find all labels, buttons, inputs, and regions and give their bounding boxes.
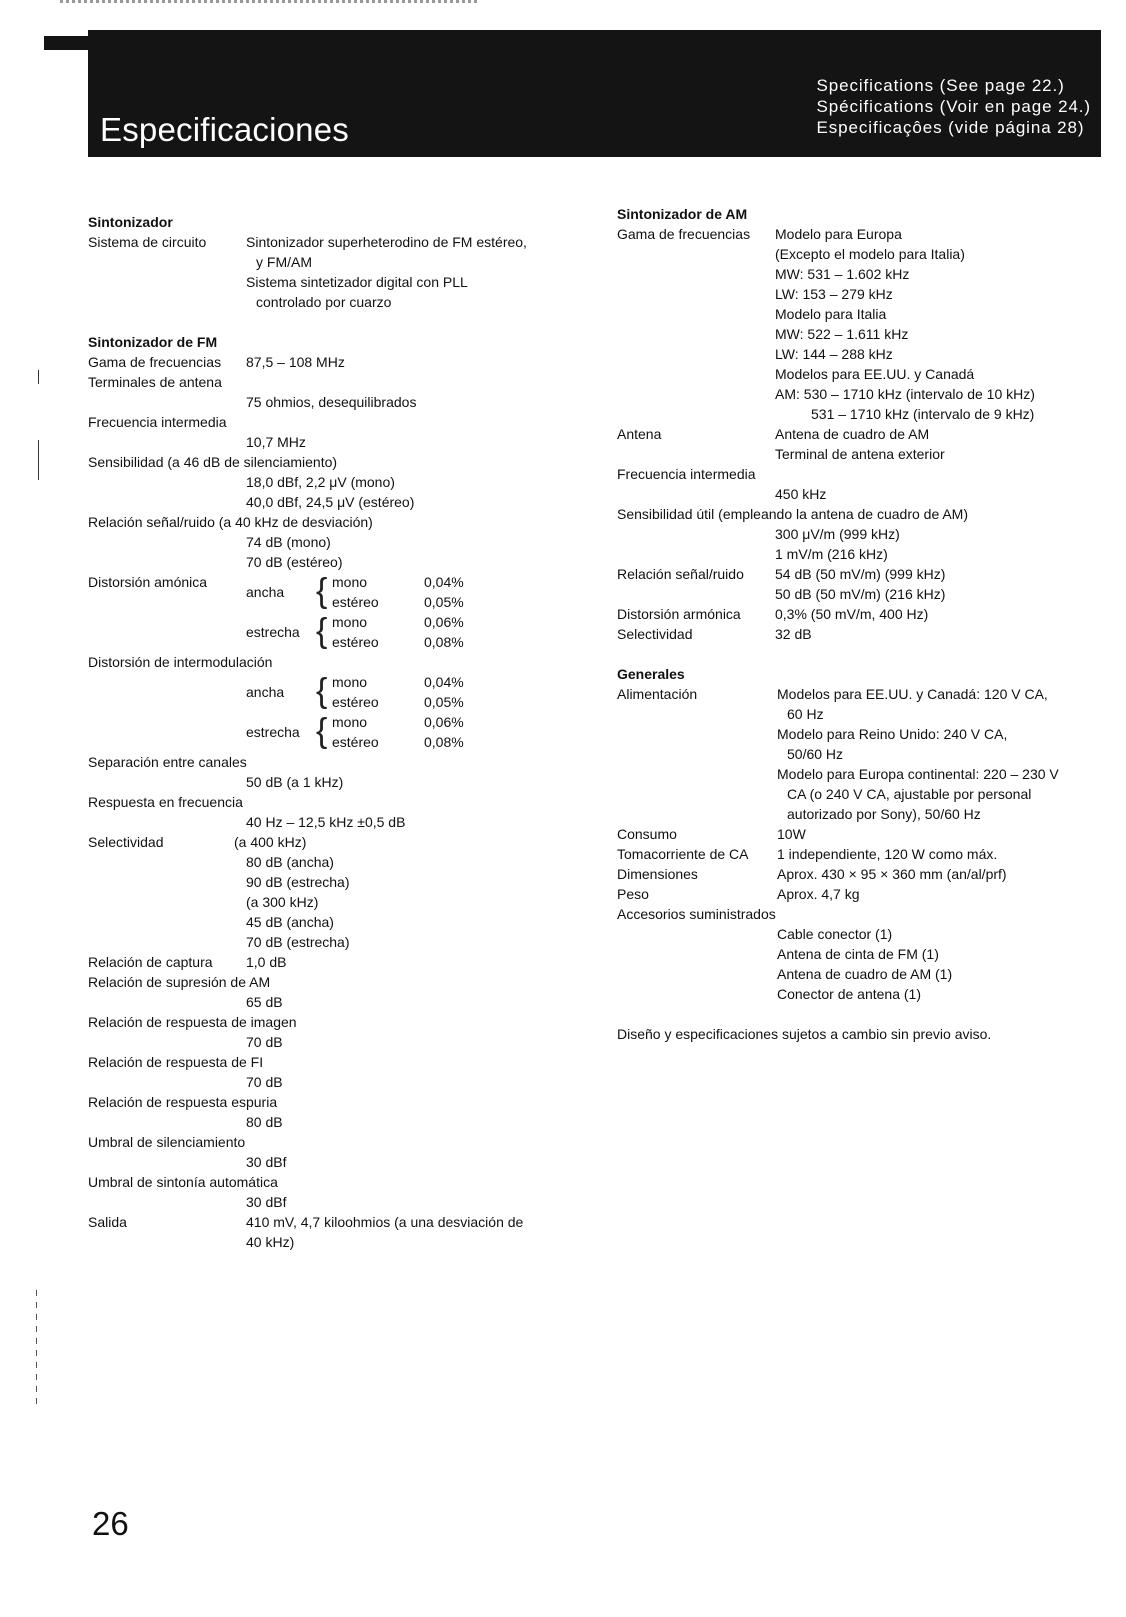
spec-value: 10,7 MHz bbox=[246, 434, 306, 450]
spec-line: Antena de cuadro de AM bbox=[775, 426, 930, 442]
spec-row-am-sel bbox=[617, 624, 1107, 644]
spec-label: Selectividad bbox=[617, 626, 693, 642]
spec-label: Relación de captura bbox=[88, 954, 213, 970]
spec-row-dimensions bbox=[617, 864, 1107, 884]
left-column bbox=[88, 212, 588, 1252]
spec-label: Antena bbox=[617, 426, 662, 442]
mode-label: estéreo bbox=[332, 634, 379, 650]
spec-value: Antena de cuadro de AM (1) bbox=[777, 966, 953, 982]
ref-english: Specifications (See page 22.) bbox=[816, 76, 1065, 95]
variant-label: ancha bbox=[246, 684, 285, 700]
spec-line: 80 dB (ancha) bbox=[246, 854, 334, 870]
spec-label: Sensibilidad (a 46 dB de silenciamiento) bbox=[88, 454, 338, 470]
spec-value: Cable conector (1) bbox=[777, 926, 893, 942]
spec-line: 60 Hz bbox=[787, 706, 824, 722]
variant-label: estrecha bbox=[246, 624, 300, 640]
spec-value: 0,04% bbox=[424, 674, 464, 690]
spec-value: 70 dB bbox=[246, 1074, 283, 1090]
spec-value bbox=[246, 232, 588, 312]
spec-line: Modelos para EE.UU. y Canadá bbox=[775, 366, 975, 382]
spec-value: 1 mV/m (216 kHz) bbox=[775, 546, 888, 562]
spec-row-am-freq bbox=[617, 224, 1107, 424]
spec-label: Relación de respuesta espuria bbox=[88, 1094, 278, 1110]
ref-french: Spécifications (Voir en page 24.) bbox=[816, 97, 1091, 116]
scan-mark bbox=[38, 370, 39, 384]
spec-value: 30 dBf bbox=[246, 1154, 287, 1170]
spec-value: 50 dB (a 1 kHz) bbox=[246, 774, 344, 790]
spec-line: (Excepto el modelo para Italia) bbox=[775, 246, 965, 262]
spec-line: 50/60 Hz bbox=[787, 746, 844, 762]
spec-label: Relación de respuesta de FI bbox=[88, 1054, 264, 1070]
spec-label: Relación de respuesta de imagen bbox=[88, 1014, 297, 1030]
spec-value: 80 dB bbox=[246, 1114, 283, 1130]
spec-value: 10W bbox=[777, 826, 806, 842]
spec-row-capture bbox=[88, 952, 588, 972]
spec-line: autorizado por Sony), 50/60 Hz bbox=[787, 806, 981, 822]
spec-label: Alimentación bbox=[617, 686, 698, 702]
section-title-fm: Sintonizador de FM bbox=[88, 334, 218, 350]
spec-line: 45 dB (ancha) bbox=[246, 914, 334, 930]
section-title-am: Sintonizador de AM bbox=[617, 206, 748, 222]
spec-line: Modelo para Reino Unido: 240 V CA, bbox=[777, 726, 1008, 742]
spec-value: 450 kHz bbox=[775, 486, 827, 502]
spec-value: 65 dB bbox=[246, 994, 283, 1010]
spec-value bbox=[777, 684, 1107, 824]
harmonic-distortion-block bbox=[88, 572, 588, 652]
spec-label: Relación señal/ruido (a 40 kHz de desviación) bbox=[88, 514, 373, 530]
spec-line: 70 dB (estrecha) bbox=[246, 934, 350, 950]
spec-value bbox=[234, 832, 588, 952]
spec-value: 1,0 dB bbox=[246, 954, 287, 970]
spec-line: Modelo para Europa continental: 220 – 230 V bbox=[777, 766, 1059, 782]
spec-label: Frecuencia intermedia bbox=[617, 466, 756, 482]
mode-label: mono bbox=[332, 574, 368, 590]
page-number: 26 bbox=[92, 1505, 129, 1542]
spec-label: Distorsión de intermodulación bbox=[88, 654, 273, 670]
spec-label: Accesorios suministrados bbox=[617, 906, 776, 922]
page-title: Especificaciones bbox=[100, 111, 349, 148]
spec-label: Relación señal/ruido bbox=[617, 566, 744, 582]
spec-row-fm-freq bbox=[88, 352, 588, 372]
scan-mark bbox=[38, 440, 39, 480]
spec-line: y FM/AM bbox=[256, 254, 312, 270]
spec-value: 30 dBf bbox=[246, 1194, 287, 1210]
spec-line: Modelo para Italia bbox=[775, 306, 887, 322]
spec-line: AM: 530 – 1710 kHz (intervalo de 10 kHz) bbox=[775, 386, 1035, 402]
spec-value: 40 Hz – 12,5 kHz ±0,5 dB bbox=[246, 814, 406, 830]
disclaimer-note: Diseño y especificaciones sujetos a cambio sin previo aviso. bbox=[617, 1026, 992, 1042]
spec-label: Umbral de sintonía automática bbox=[88, 1174, 278, 1190]
section-title-tuner: Sintonizador bbox=[88, 214, 173, 230]
spec-row-am-snr bbox=[617, 564, 1107, 604]
brace-icon: { bbox=[316, 712, 328, 750]
spec-line: Sintonizador superheterodino de FM estéreo, bbox=[246, 234, 527, 250]
spec-label: Frecuencia intermedia bbox=[88, 414, 227, 430]
spec-row-outlet bbox=[617, 844, 1107, 864]
spec-line: 90 dB (estrecha) bbox=[246, 874, 350, 890]
spec-label: Gama de frecuencias bbox=[88, 354, 222, 370]
variant-label: estrecha bbox=[246, 724, 300, 740]
header-references bbox=[817, 75, 1091, 138]
spec-value: 87,5 – 108 MHz bbox=[246, 354, 345, 370]
spec-label: Relación de supresión de AM bbox=[88, 974, 271, 990]
ref-portuguese: Especificaçôes (vide página 28) bbox=[816, 118, 1085, 137]
spec-label: Selectividad bbox=[88, 834, 164, 850]
spec-line: (a 400 kHz) bbox=[234, 834, 307, 850]
spec-value: Aprox. 4,7 kg bbox=[777, 886, 860, 902]
spec-value bbox=[775, 424, 1107, 464]
spec-value bbox=[775, 224, 1107, 424]
spec-value: 0,06% bbox=[424, 714, 464, 730]
spec-line: 50 dB (50 mV/m) (216 kHz) bbox=[775, 586, 946, 602]
mode-label: mono bbox=[332, 674, 368, 690]
spec-value: 0,08% bbox=[424, 634, 464, 650]
spec-line: MW: 522 – 1.611 kHz bbox=[775, 326, 909, 342]
spec-label: Separación entre canales bbox=[88, 754, 247, 770]
spec-label: Sensibilidad útil (empleando la antena de cuadro de AM) bbox=[617, 506, 969, 522]
spec-label: Tomacorriente de CA bbox=[617, 846, 749, 862]
brace-icon: { bbox=[316, 572, 328, 610]
spec-line: Modelo para Europa bbox=[775, 226, 902, 242]
spec-row-power bbox=[617, 684, 1107, 824]
spec-row-selectivity bbox=[88, 832, 588, 952]
section-title-general: Generales bbox=[617, 666, 685, 682]
spec-label: Gama de frecuencias bbox=[617, 226, 751, 242]
spec-value bbox=[775, 564, 1107, 604]
spec-value: 0,04% bbox=[424, 574, 464, 590]
spec-line: Terminal de antena exterior bbox=[775, 446, 945, 462]
spec-value: 300 μV/m (999 kHz) bbox=[775, 526, 900, 542]
spec-label: Dimensiones bbox=[617, 866, 698, 882]
spec-label: Distorsión amónica bbox=[88, 574, 208, 590]
spec-value: 75 ohmios, desequilibrados bbox=[246, 394, 417, 410]
spec-value: Aprox. 430 × 95 × 360 mm (an/al/prf) bbox=[777, 866, 1007, 882]
spec-line: MW: 531 – 1.602 kHz bbox=[775, 266, 910, 282]
brace-icon: { bbox=[316, 612, 328, 650]
spec-line: 54 dB (50 mV/m) (999 kHz) bbox=[775, 566, 946, 582]
spec-line: Sistema sintetizador digital con PLL bbox=[246, 274, 468, 290]
scan-artifact-strip bbox=[60, 0, 480, 3]
spec-label: Sistema de circuito bbox=[88, 234, 207, 250]
intermod-distortion-block bbox=[88, 672, 588, 752]
spec-value: 0,06% bbox=[424, 614, 464, 630]
spec-line: CA (o 240 V CA, ajustable por personal bbox=[787, 786, 1032, 802]
spec-value: 0,05% bbox=[424, 594, 464, 610]
spec-value: 70 dB bbox=[246, 1034, 283, 1050]
spec-value: 40,0 dBf, 24,5 μV (estéreo) bbox=[246, 494, 415, 510]
header-tab bbox=[44, 36, 88, 50]
scan-mark bbox=[36, 1290, 37, 1410]
spec-label: Salida bbox=[88, 1214, 127, 1230]
right-column bbox=[617, 204, 1107, 1044]
spec-line: 410 mV, 4,7 kiloohmios (a una desviación de bbox=[246, 1214, 524, 1230]
variant-label: ancha bbox=[246, 584, 285, 600]
spec-value: 1 independiente, 120 W como máx. bbox=[777, 846, 998, 862]
spec-value: Conector de antena (1) bbox=[777, 986, 921, 1002]
spec-value: 74 dB (mono) bbox=[246, 534, 331, 550]
spec-row-antenna bbox=[617, 424, 1107, 464]
spec-value: 18,0 dBf, 2,2 μV (mono) bbox=[246, 474, 395, 490]
spec-line: (a 300 kHz) bbox=[246, 894, 319, 910]
spec-row-consumption bbox=[617, 824, 1107, 844]
spec-value: 0,08% bbox=[424, 734, 464, 750]
spec-line: 40 kHz) bbox=[246, 1234, 295, 1250]
spec-label: Distorsión armónica bbox=[617, 606, 741, 622]
mode-label: mono bbox=[332, 714, 368, 730]
spec-label: Respuesta en frecuencia bbox=[88, 794, 243, 810]
spec-line: LW: 144 – 288 kHz bbox=[775, 346, 893, 362]
spec-value: 0,3% (50 mV/m, 400 Hz) bbox=[775, 606, 929, 622]
mode-label: mono bbox=[332, 614, 368, 630]
spec-value bbox=[246, 1212, 588, 1252]
spec-label: Terminales de antena bbox=[88, 374, 222, 390]
spec-row-am-harm bbox=[617, 604, 1107, 624]
spec-value: 70 dB (estéreo) bbox=[246, 554, 343, 570]
spec-line: Modelos para EE.UU. y Canadá: 120 V CA, bbox=[777, 686, 1048, 702]
spec-value: 32 dB bbox=[775, 626, 812, 642]
mode-label: estéreo bbox=[332, 694, 379, 710]
spec-label: Consumo bbox=[617, 826, 677, 842]
spec-row-output bbox=[88, 1212, 588, 1252]
spec-line: 531 – 1710 kHz (intervalo de 9 kHz) bbox=[811, 406, 1035, 422]
spec-line: controlado por cuarzo bbox=[256, 294, 392, 310]
brace-icon: { bbox=[316, 672, 328, 710]
spec-label: Umbral de silenciamiento bbox=[88, 1134, 246, 1150]
spec-line: LW: 153 – 279 kHz bbox=[775, 286, 893, 302]
header-bar bbox=[88, 30, 1101, 157]
spec-row-circuit bbox=[88, 232, 588, 312]
mode-label: estéreo bbox=[332, 594, 379, 610]
spec-value: Antena de cinta de FM (1) bbox=[777, 946, 939, 962]
spec-label: Peso bbox=[617, 886, 649, 902]
spec-row-weight bbox=[617, 884, 1107, 904]
spec-value: 0,05% bbox=[424, 694, 464, 710]
mode-label: estéreo bbox=[332, 734, 379, 750]
